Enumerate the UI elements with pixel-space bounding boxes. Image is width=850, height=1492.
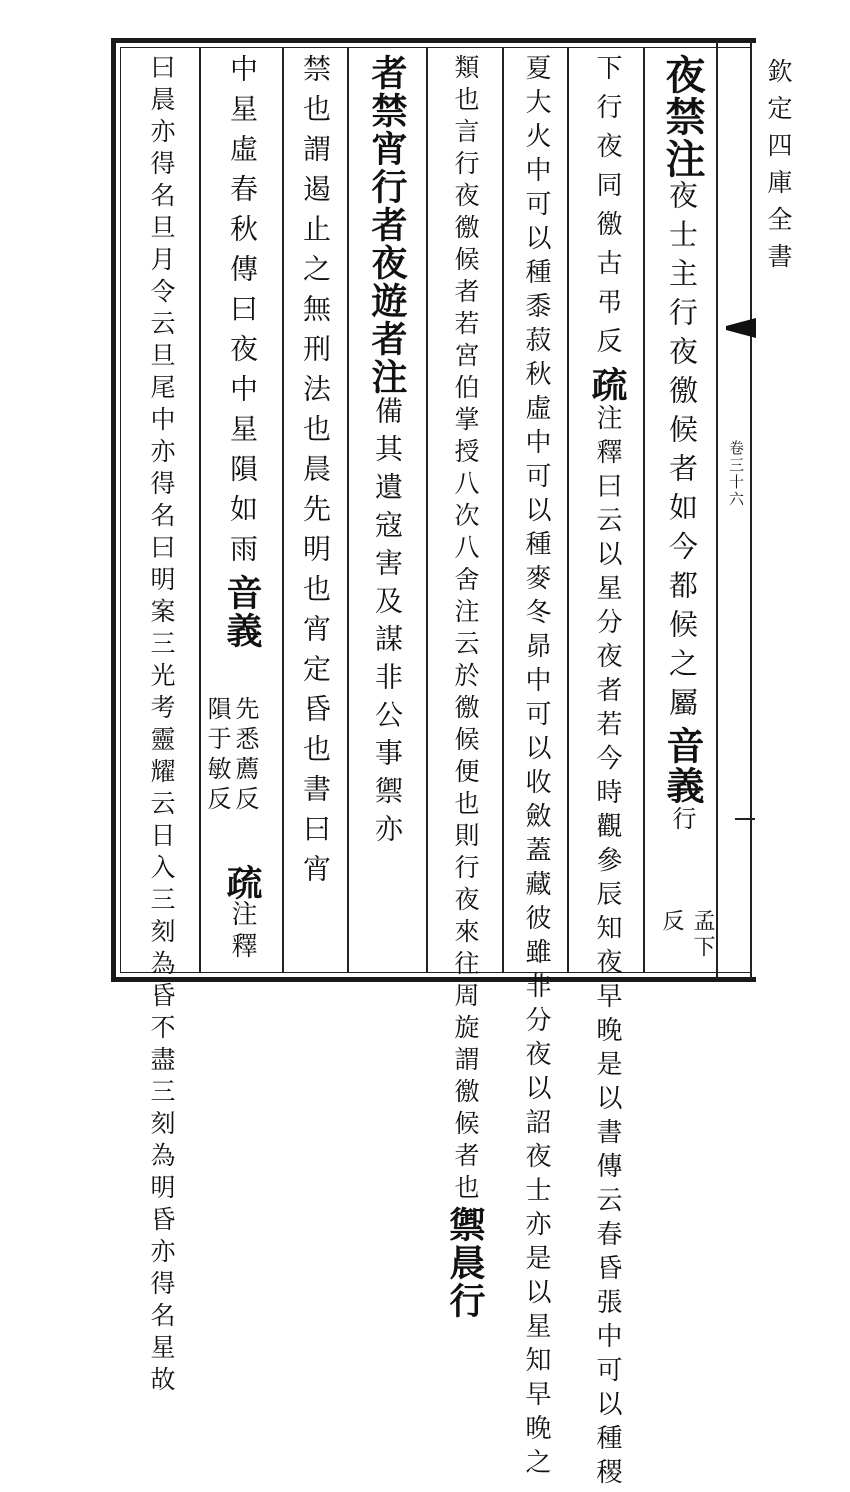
body-text: 下行夜同徼古弔反 [592, 54, 622, 366]
spine-rule [716, 40, 718, 980]
annotation-text: 隕于敏反 [203, 696, 231, 816]
body-text: 中星虛春秋傳曰夜中星隕如雨 [226, 54, 259, 574]
spine-rule [750, 40, 752, 980]
body-text: 曰晨亦得名旦月令云旦尾中亦得名曰明案三光考靈耀云日入三刻為昏不盡三刻為明昏亦得名星故 [147, 54, 176, 1398]
heading-text: 禦晨行 [444, 1206, 486, 1320]
column-rule [567, 48, 569, 972]
text-column-5 [350, 54, 424, 968]
body-text: 注釋 [227, 900, 257, 964]
annotation-text: 先悉薦反 [231, 696, 259, 816]
margin-book-title: 欽定四庫全書 [764, 58, 793, 280]
text-column-8 [124, 54, 198, 1398]
text-column-1 [650, 54, 714, 968]
margin-volume: 卷三十六 [727, 440, 745, 508]
text-column-3 [505, 54, 567, 1482]
annotation-text: 孟下反 [659, 909, 715, 961]
body-text: 類也言行夜徼候者若宮伯掌授八次八舍注云於徼候便也則行夜來往周旋謂徼候者也 [451, 54, 480, 1206]
body-text: 備其遺寇害及謀非公事禦亦 [371, 396, 404, 852]
column-rule [502, 48, 504, 972]
heading-text: 疏 [586, 366, 628, 404]
text-column-4 [428, 54, 502, 1320]
column-rule [643, 48, 645, 972]
column-rule [199, 48, 201, 972]
heading-text: 疏 [221, 864, 263, 900]
text-column-2 [572, 54, 642, 1492]
body-text: 夏大火中可以種黍菽秋虛中可以種麥冬昴中可以收斂蓋藏彼雖非分夜以詔夜士亦是以星知早晚之 [521, 54, 551, 1482]
body-text: 行 [668, 806, 696, 840]
body-text: 夜士主行夜徼候者如今都候之屬 [665, 180, 699, 726]
heading-text: 夜禁注 [659, 54, 706, 180]
heading-text: 者禁宵行者夜遊者注 [366, 54, 408, 396]
heading-text: 音義 [660, 726, 705, 806]
body-text: 禁也謂遏止之無刑法也晨先明也宵定昏也書曰宵 [299, 54, 332, 894]
margin-rule [735, 818, 755, 820]
heading-text: 音義 [221, 574, 263, 650]
body-text: 注釋曰云以星分夜者若今時觀參辰知夜早晚是以書傳云春昏張中可以種稷 [592, 404, 622, 1492]
column-rule [347, 48, 349, 972]
annotation-block [203, 696, 263, 816]
text-column-7 [203, 54, 281, 968]
text-column-6 [284, 54, 346, 968]
